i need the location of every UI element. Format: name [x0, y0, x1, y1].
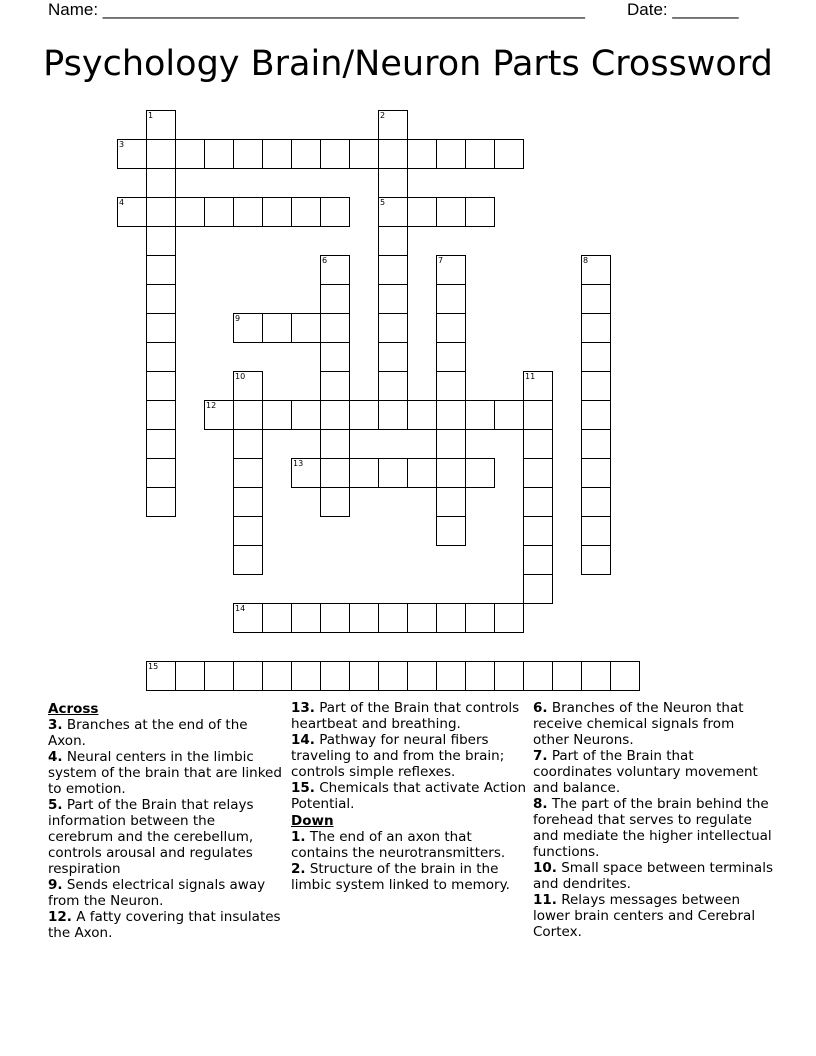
crossword-cell[interactable] — [378, 342, 408, 372]
crossword-cell[interactable] — [233, 371, 263, 401]
name-field-label: Name: ___________________________________________________ — [48, 0, 585, 19]
clue-number: 11 — [525, 372, 536, 381]
crossword-cell[interactable] — [581, 487, 611, 517]
clue-text: Sends electrical signals away from the Neuron. — [48, 877, 266, 909]
crossword-cell[interactable] — [436, 661, 466, 691]
clue-number: 9 — [235, 314, 241, 323]
page-title: Psychology Brain/Neuron Parts Crossword — [43, 44, 773, 84]
clue-number: 13 — [293, 459, 304, 468]
crossword-cell[interactable] — [233, 313, 263, 343]
crossword-cell[interactable] — [552, 661, 582, 691]
crossword-cell[interactable] — [581, 458, 611, 488]
clue-number-label: 13. — [291, 700, 315, 716]
crossword-cell[interactable] — [146, 429, 176, 459]
crossword-cell[interactable] — [581, 313, 611, 343]
crossword-cell[interactable] — [262, 197, 292, 227]
crossword-cell[interactable] — [262, 400, 292, 430]
clue-number: 5 — [380, 198, 386, 207]
crossword-cell[interactable] — [581, 342, 611, 372]
down-clue-list — [291, 829, 527, 893]
clues-column-2 — [291, 700, 527, 893]
crossword-cell[interactable] — [407, 400, 437, 430]
clue — [533, 860, 773, 892]
crossword-cell[interactable] — [175, 139, 205, 169]
crossword-cell[interactable] — [523, 458, 553, 488]
crossword-cell[interactable] — [523, 545, 553, 575]
clue — [48, 797, 284, 877]
crossword-cell[interactable] — [233, 603, 263, 633]
crossword-cell[interactable] — [320, 139, 350, 169]
crossword-cell[interactable] — [320, 313, 350, 343]
crossword-cell[interactable] — [320, 603, 350, 633]
crossword-cell[interactable] — [581, 516, 611, 546]
crossword-cell[interactable] — [378, 458, 408, 488]
crossword-cell[interactable] — [378, 603, 408, 633]
down-clue-list-continued — [533, 700, 773, 940]
crossword-cell[interactable] — [146, 284, 176, 314]
crossword-cell[interactable] — [407, 197, 437, 227]
crossword-cell[interactable] — [436, 458, 466, 488]
crossword-cell[interactable] — [523, 429, 553, 459]
crossword-cell[interactable] — [117, 197, 147, 227]
clue-number: 12 — [206, 401, 217, 410]
crossword-cell[interactable] — [262, 139, 292, 169]
crossword-cell[interactable] — [523, 487, 553, 517]
crossword-cell[interactable] — [436, 429, 466, 459]
clue-number: 2 — [380, 111, 386, 120]
clue — [48, 717, 284, 749]
crossword-cell[interactable] — [320, 197, 350, 227]
clue-number-label: 7. — [533, 748, 548, 764]
crossword-cell[interactable] — [262, 603, 292, 633]
crossword-cell[interactable] — [523, 371, 553, 401]
crossword-cell[interactable] — [175, 197, 205, 227]
crossword-cell[interactable] — [378, 371, 408, 401]
clue — [533, 700, 773, 748]
crossword-cell[interactable] — [581, 545, 611, 575]
crossword-cell[interactable] — [204, 197, 234, 227]
clue — [48, 877, 284, 909]
clue-number: 7 — [438, 256, 444, 265]
crossword-cell[interactable] — [291, 661, 321, 691]
crossword-cell[interactable] — [523, 516, 553, 546]
crossword-cell[interactable] — [436, 371, 466, 401]
crossword-cell[interactable] — [146, 487, 176, 517]
clue-number: 3 — [119, 140, 125, 149]
crossword-cell[interactable] — [465, 661, 495, 691]
clue-number-label: 12. — [48, 909, 72, 925]
crossword-cell[interactable] — [291, 400, 321, 430]
clue-number-label: 3. — [48, 717, 63, 733]
crossword-cell[interactable] — [378, 400, 408, 430]
crossword-cell[interactable] — [378, 255, 408, 285]
clue-text: Structure of the brain in the limbic system linked to memory. — [291, 861, 510, 893]
crossword-cell[interactable] — [146, 197, 176, 227]
clue-number-label: 1. — [291, 829, 306, 845]
crossword-cell[interactable] — [320, 458, 350, 488]
clue-number-label: 5. — [48, 797, 63, 813]
clue-number-label: 4. — [48, 749, 63, 765]
clue-text: Branches at the end of the Axon. — [48, 717, 248, 749]
clue-number: 10 — [235, 372, 246, 381]
crossword-cell[interactable] — [320, 371, 350, 401]
crossword-cell[interactable] — [436, 487, 466, 517]
clue-number-label: 15. — [291, 780, 315, 796]
crossword-cell[interactable] — [233, 197, 263, 227]
clue-text: The end of an axon that contains the neurotransmitters. — [291, 829, 506, 861]
crossword-cell[interactable] — [291, 313, 321, 343]
crossword-cell[interactable] — [349, 400, 379, 430]
crossword-cell[interactable] — [494, 400, 524, 430]
clue — [291, 700, 527, 732]
crossword-cell[interactable] — [465, 603, 495, 633]
clue — [533, 748, 773, 796]
crossword-cell[interactable] — [320, 342, 350, 372]
crossword-cell[interactable] — [407, 458, 437, 488]
clue — [291, 861, 527, 893]
clue-text: Branches of the Neuron that receive chemical signals from other Neurons. — [533, 700, 744, 748]
crossword-cell[interactable] — [436, 313, 466, 343]
crossword-cell[interactable] — [233, 458, 263, 488]
crossword-cell[interactable] — [465, 197, 495, 227]
crossword-cell[interactable] — [233, 661, 263, 691]
crossword-cell[interactable] — [233, 487, 263, 517]
clue-number-label: 2. — [291, 861, 306, 877]
crossword-cell[interactable] — [291, 603, 321, 633]
clue-number: 4 — [119, 198, 125, 207]
crossword-cell[interactable] — [291, 197, 321, 227]
crossword-cell[interactable] — [146, 313, 176, 343]
clue — [48, 749, 284, 797]
crossword-cell[interactable] — [204, 400, 234, 430]
crossword-cell[interactable] — [349, 603, 379, 633]
crossword-cell[interactable] — [146, 458, 176, 488]
crossword-cell[interactable] — [349, 139, 379, 169]
crossword-cell[interactable] — [378, 110, 408, 140]
date-field-label: Date: _______ — [627, 0, 739, 19]
crossword-cell[interactable] — [436, 255, 466, 285]
crossword-cell[interactable] — [523, 661, 553, 691]
crossword-cell[interactable] — [291, 139, 321, 169]
crossword-cell[interactable] — [233, 545, 263, 575]
crossword-cell[interactable] — [523, 574, 553, 604]
clue-number: 1 — [148, 111, 154, 120]
crossword-cell[interactable] — [494, 603, 524, 633]
crossword-cell[interactable] — [320, 400, 350, 430]
crossword-cell[interactable] — [349, 661, 379, 691]
crossword-cell[interactable] — [146, 371, 176, 401]
clue — [533, 892, 773, 940]
crossword-cell[interactable] — [581, 255, 611, 285]
crossword-cell[interactable] — [146, 400, 176, 430]
clue-text: A fatty covering that insulates the Axon. — [48, 909, 281, 941]
crossword-cell[interactable] — [378, 226, 408, 256]
clue-number-label: 6. — [533, 700, 548, 716]
crossword-cell[interactable] — [436, 342, 466, 372]
crossword-cell[interactable] — [436, 139, 466, 169]
crossword-cell[interactable] — [494, 139, 524, 169]
crossword-cell[interactable] — [378, 139, 408, 169]
crossword-cell[interactable] — [523, 400, 553, 430]
clue-number-label: 14. — [291, 732, 315, 748]
crossword-cell[interactable] — [436, 400, 466, 430]
crossword-cell[interactable] — [320, 661, 350, 691]
across-heading: Across — [48, 701, 99, 717]
crossword-cell[interactable] — [146, 168, 176, 198]
crossword-cell[interactable] — [465, 400, 495, 430]
crossword-cell[interactable] — [320, 487, 350, 517]
clue-text: Part of the Brain that coordinates voluntary movement and balance. — [533, 748, 758, 796]
crossword-cell[interactable] — [146, 110, 176, 140]
clue-text: Part of the Brain that controls heartbeat and breathing. — [291, 700, 520, 732]
crossword-cell[interactable] — [117, 139, 147, 169]
clue — [291, 732, 527, 780]
clue-number-label: 8. — [533, 796, 548, 812]
crossword-cell[interactable] — [233, 400, 263, 430]
crossword-cell[interactable] — [291, 458, 321, 488]
clue-number-label: 10. — [533, 860, 557, 876]
clue — [533, 796, 773, 860]
crossword-cell[interactable] — [378, 197, 408, 227]
crossword-cell[interactable] — [581, 661, 611, 691]
crossword-cell[interactable] — [146, 342, 176, 372]
crossword-cell[interactable] — [320, 284, 350, 314]
crossword-cell[interactable] — [262, 313, 292, 343]
across-clue-list — [48, 717, 284, 941]
crossword-cell[interactable] — [465, 139, 495, 169]
clue-number: 6 — [322, 256, 328, 265]
crossword-cell[interactable] — [146, 226, 176, 256]
crossword-cell[interactable] — [146, 661, 176, 691]
crossword-cell[interactable] — [581, 400, 611, 430]
crossword-cell[interactable] — [378, 168, 408, 198]
crossword-cell[interactable] — [581, 284, 611, 314]
crossword-cell[interactable] — [378, 313, 408, 343]
crossword-cell[interactable] — [436, 197, 466, 227]
crossword-cell[interactable] — [494, 661, 524, 691]
crossword-cell[interactable] — [146, 139, 176, 169]
clue-text: Chemicals that activate Action Potential. — [291, 780, 527, 812]
crossword-cell[interactable] — [233, 139, 263, 169]
crossword-cell[interactable] — [233, 429, 263, 459]
crossword-cell[interactable] — [204, 139, 234, 169]
clue — [291, 829, 527, 861]
clue-number: 15 — [148, 662, 159, 671]
clue-number-label: 11. — [533, 892, 557, 908]
clue-text: Neural centers in the limbic system of the brain that are linked to emotion. — [48, 749, 282, 797]
crossword-cell[interactable] — [465, 458, 495, 488]
crossword-cell[interactable] — [436, 516, 466, 546]
crossword-cell[interactable] — [378, 284, 408, 314]
crossword-cell[interactable] — [175, 661, 205, 691]
clue-number: 14 — [235, 604, 246, 613]
crossword-cell[interactable] — [581, 429, 611, 459]
crossword-cell[interactable] — [320, 429, 350, 459]
crossword-cell[interactable] — [320, 255, 350, 285]
clues-column-1 — [48, 700, 284, 941]
crossword-cell[interactable] — [146, 255, 176, 285]
crossword-cell[interactable] — [262, 661, 292, 691]
clue — [48, 909, 284, 941]
clue-number-label: 9. — [48, 877, 63, 893]
clue — [291, 780, 527, 812]
crossword-cell[interactable] — [610, 661, 640, 691]
crossword-cell[interactable] — [436, 284, 466, 314]
crossword-cell[interactable] — [407, 603, 437, 633]
crossword-cell[interactable] — [378, 661, 408, 691]
across-clue-list-continued — [291, 700, 527, 812]
clue-text: Relays messages between lower brain centers and Cerebral Cortex. — [533, 892, 756, 940]
crossword-cell[interactable] — [349, 458, 379, 488]
clues-column-3 — [533, 700, 773, 940]
clue-text: The part of the brain behind the forehead that serves to regulate and mediate the higher intellectual functions. — [533, 796, 772, 860]
clue-text: Pathway for neural fibers traveling to and from the brain; controls simple reflexes. — [291, 732, 505, 780]
crossword-cell[interactable] — [436, 603, 466, 633]
clue-number: 8 — [583, 256, 589, 265]
crossword-cell[interactable] — [407, 661, 437, 691]
crossword-cell[interactable] — [233, 516, 263, 546]
crossword-cell[interactable] — [581, 371, 611, 401]
crossword-cell[interactable] — [204, 661, 234, 691]
crossword-cell[interactable] — [407, 139, 437, 169]
clue-text: Part of the Brain that relays information between the cerebrum and the cerebellum, controls arousal and regulates respiration — [48, 797, 254, 877]
clue-text: Small space between terminals and dendrites. — [533, 860, 773, 892]
down-heading: Down — [291, 813, 334, 829]
